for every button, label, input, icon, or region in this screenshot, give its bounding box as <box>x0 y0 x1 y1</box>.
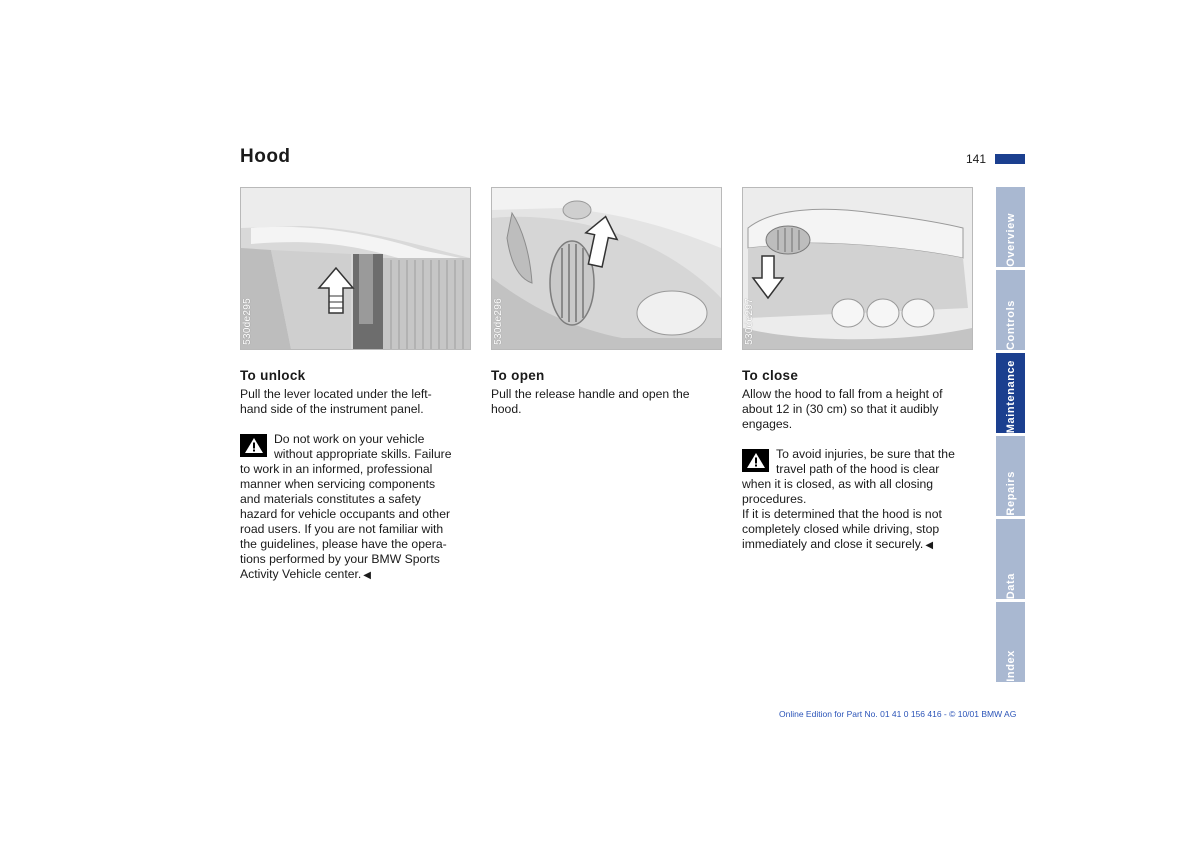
text-line: hood. <box>491 402 522 416</box>
footer-edition-note: Online Edition for Part No. 01 41 0 156 416 - © 10/01 BMW AG <box>779 709 1017 719</box>
figure-open-handle <box>491 187 722 350</box>
text-line: engages. <box>742 417 793 431</box>
warning-note <box>742 447 978 553</box>
text-line: when it is closed, as with all closing <box>742 477 934 491</box>
instruction-text <box>240 387 476 417</box>
text-line: To avoid injuries, be sure that the <box>776 447 955 461</box>
warning-triangle-icon <box>742 449 769 472</box>
tab-maintenance[interactable] <box>996 353 1025 433</box>
text-line: Allow the hood to fall from a height of <box>742 387 943 401</box>
section-heading: To open <box>491 368 545 383</box>
tab-label: Repairs <box>1004 471 1017 516</box>
section-unlock <box>240 368 476 583</box>
tab-label: Index <box>1004 650 1017 682</box>
figure-code: 530de297 <box>744 298 755 345</box>
figure-code: 530de296 <box>493 298 504 345</box>
tab-overview[interactable] <box>996 187 1025 267</box>
text-line: without appropriate skills. Failure <box>274 447 452 461</box>
text-line: hand side of the instrument panel. <box>240 402 424 416</box>
tab-repairs[interactable] <box>996 436 1025 516</box>
instruction-text <box>491 387 727 417</box>
tab-label: Maintenance <box>1004 359 1017 433</box>
tab-label: Data <box>1004 572 1017 599</box>
text-line: completely closed while driving, stop <box>742 522 940 536</box>
text-line: road users. If you are not familiar with <box>240 522 444 536</box>
figure-close-hood <box>742 187 973 350</box>
text-line: and materials constitutes a safety <box>240 492 421 506</box>
text-line: Activity Vehicle center. <box>240 567 362 581</box>
section-heading: To close <box>742 368 799 383</box>
tab-index[interactable] <box>996 602 1025 682</box>
text-line: Do not work on your vehicle <box>274 432 425 446</box>
section-close <box>742 368 978 553</box>
end-of-section-icon: ◀ <box>363 570 371 581</box>
text-line: Pull the release handle and open the <box>491 387 690 401</box>
tab-data[interactable] <box>996 519 1025 599</box>
tab-label: Controls <box>1004 299 1017 350</box>
text-line: the guidelines, please have the opera- <box>240 537 447 551</box>
section-heading: To unlock <box>240 368 306 383</box>
text-line: tions performed by your BMW Sports <box>240 552 440 566</box>
text-line: manner when servicing components <box>240 477 436 491</box>
text-line: procedures. <box>742 492 807 506</box>
tab-label: Overview <box>1004 213 1017 267</box>
page-marker-bar <box>995 154 1025 164</box>
page-number: 141 <box>966 152 987 166</box>
figure-unlock-lever <box>240 187 471 350</box>
warning-note <box>240 432 476 583</box>
section-open <box>491 368 727 417</box>
text-line: to work in an informed, professional <box>240 462 433 476</box>
tab-controls[interactable] <box>996 270 1025 350</box>
text-line: Pull the lever located under the left- <box>240 387 432 401</box>
end-of-section-icon: ◀ <box>925 540 934 551</box>
instruction-text <box>742 387 978 432</box>
text-line: about 12 in (30 cm) so that it audibly <box>742 402 939 416</box>
release-handle-illustration <box>492 188 721 349</box>
lever-illustration <box>241 188 470 349</box>
text-line: hazard for vehicle occupants and other <box>240 507 451 521</box>
figure-code: 530de295 <box>242 298 253 345</box>
text-line: travel path of the hood is clear <box>776 462 940 476</box>
warning-triangle-icon <box>240 434 267 457</box>
page-title: Hood <box>240 146 291 167</box>
text-line: immediately and close it securely. <box>742 537 924 551</box>
text-line: If it is determined that the hood is not <box>742 507 942 521</box>
closing-hood-illustration <box>743 188 972 349</box>
